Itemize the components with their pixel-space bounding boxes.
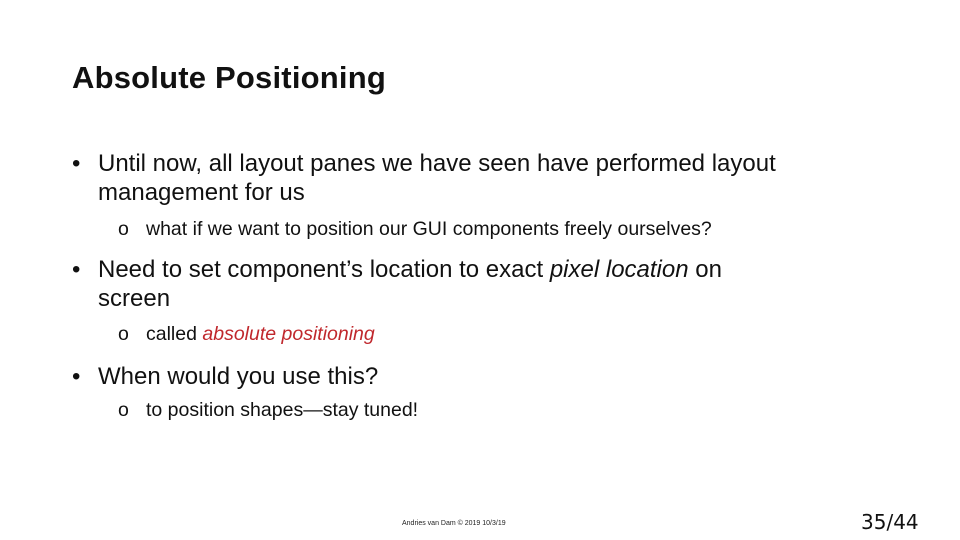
- bullet-2: [72, 255, 902, 313]
- sub-bullet-1-text: what if we want to position our GUI components freely ourselves?: [146, 218, 712, 240]
- sub-bullet-marker: o: [118, 323, 129, 345]
- slide-title: Absolute Positioning: [72, 60, 386, 95]
- sub-bullet-2: [118, 322, 375, 346]
- bullet-2-text-post: on: [688, 256, 722, 283]
- bullet-2-text-italic: pixel location: [549, 256, 689, 283]
- bullet-2-line-2: screen: [98, 285, 171, 312]
- sub-bullet-3-text: to position shapes—stay tuned!: [146, 399, 419, 421]
- bullet-2-line-1: [98, 255, 902, 284]
- bullet-1-line-1: Until now, all layout panes we have seen have performed layout: [98, 150, 776, 177]
- footer-credit: Andries van Dam © 2019 10/3/19: [402, 520, 506, 527]
- page-number: 35/44: [861, 510, 919, 534]
- sub-bullet-marker: o: [118, 218, 129, 240]
- bullet-1-line-2: management for us: [98, 179, 305, 206]
- bullet-3: [72, 362, 902, 391]
- bullet-marker: •: [72, 150, 81, 177]
- sub-bullet-1: [118, 217, 712, 241]
- bullet-1: [72, 149, 902, 207]
- sub-bullet-3: [118, 398, 418, 422]
- bullet-marker: •: [72, 256, 81, 283]
- sub-bullet-2-text-pre: called: [146, 323, 203, 345]
- bullet-3-line-1: When would you use this?: [98, 363, 379, 390]
- bullet-marker: •: [72, 363, 81, 390]
- sub-bullet-marker: o: [118, 399, 129, 421]
- sub-bullet-2-highlight: absolute positioning: [202, 323, 375, 345]
- bullet-2-text-pre: Need to set component’s location to exact: [98, 256, 550, 283]
